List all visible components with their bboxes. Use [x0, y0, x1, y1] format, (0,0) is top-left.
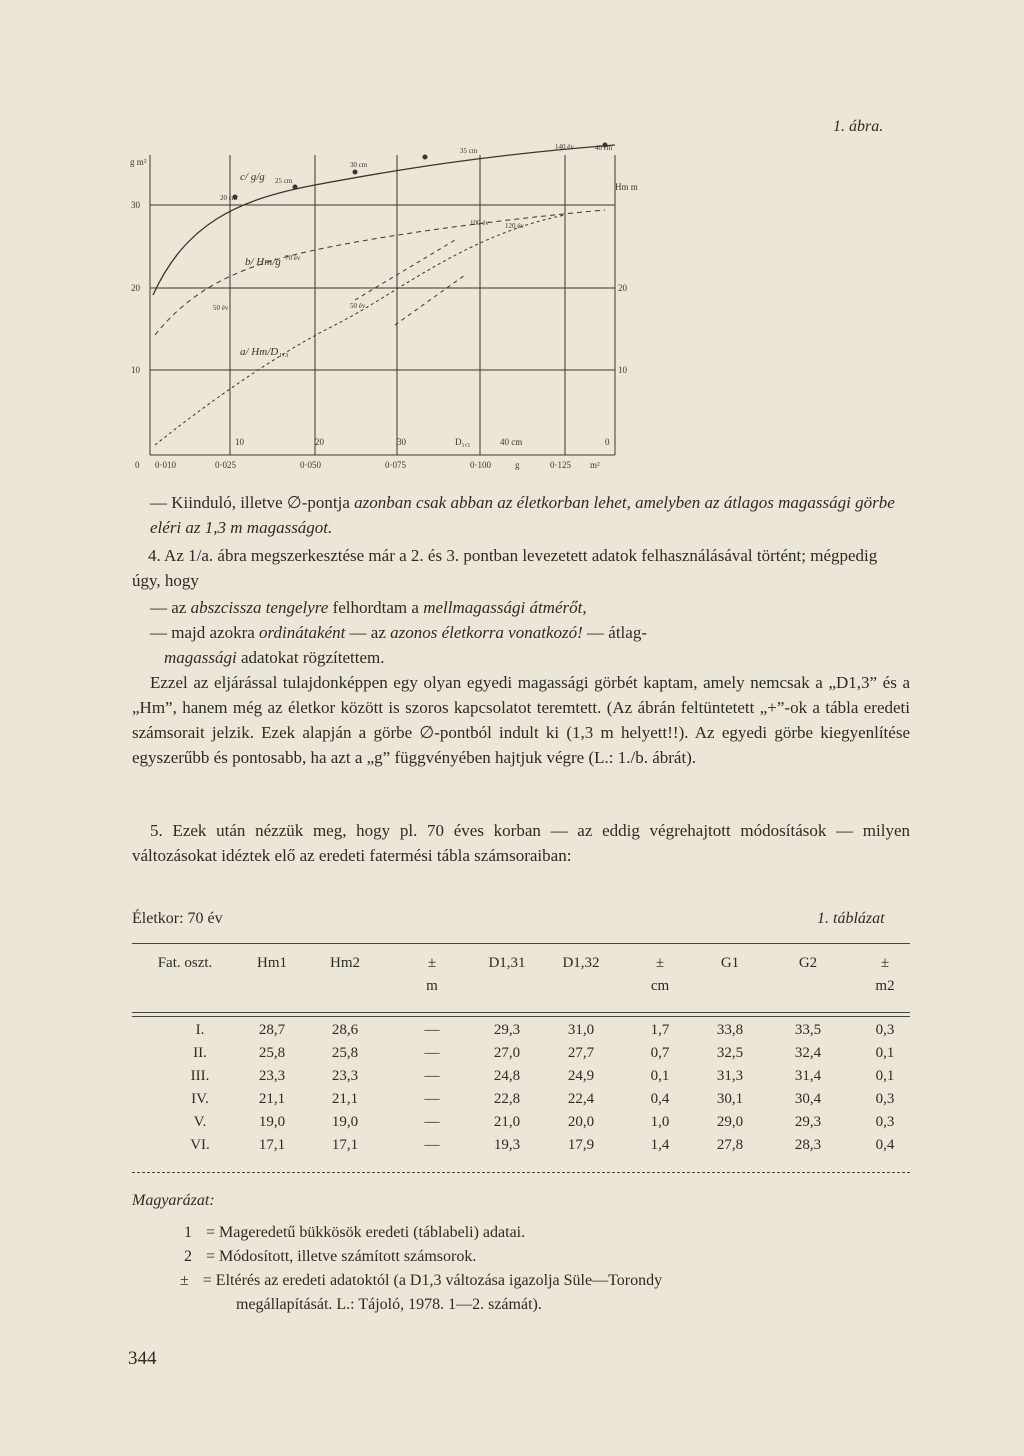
table-cell: 20,0 — [567, 1114, 595, 1130]
table-cell: 1,7 — [650, 1022, 670, 1038]
table-top-rule — [132, 943, 910, 944]
table-cell: 27,7 — [567, 1045, 595, 1061]
y-left-tick-20: 20 — [131, 283, 140, 293]
x-bottom-tick-3: 0·050 — [300, 460, 321, 470]
table-cell: 29,3 — [493, 1022, 521, 1038]
y-right-tick-20: 20 — [618, 283, 627, 293]
table-cell: 21,1 — [331, 1091, 359, 1107]
table-cell: 32,4 — [794, 1045, 822, 1061]
table-cell: 17,1 — [331, 1137, 359, 1153]
table-unit-9: m2 — [875, 978, 895, 994]
table-cell: 1,4 — [650, 1137, 670, 1153]
legend-sym-2: 2 — [184, 1248, 192, 1265]
figure-caption: 1. ábra. — [833, 118, 884, 135]
table-cell: 22,4 — [567, 1091, 595, 1107]
paragraph-1 — [150, 490, 910, 540]
point-label-5: 70 év — [285, 254, 301, 262]
legend-sym-3: ± — [180, 1272, 189, 1289]
table-cell: 32,5 — [716, 1045, 744, 1061]
page-number: 344 — [128, 1348, 157, 1369]
paragraph-2: 4. Az 1/a. ábra megszerkesztése már a 2. és 3. pontban levezetett adatok felhasználásával történt; mégpedig úgy, hogy — [132, 546, 878, 590]
figure-1-graph — [125, 125, 685, 475]
table-cell: 30,4 — [794, 1091, 822, 1107]
table-cell: III. — [190, 1068, 210, 1084]
table-cell: 19,3 — [493, 1137, 521, 1153]
table-cell: 31,4 — [794, 1068, 822, 1084]
legend-text-3: = Eltérés az eredeti adatoktól (a D1,3 változása igazolja Süle—Torondy — [202, 1272, 663, 1289]
table-cell: IV. — [191, 1091, 209, 1107]
table-cell: 0,1 — [650, 1068, 670, 1084]
p3-d: mellmagassági átmérőt, — [423, 598, 587, 617]
point-label-8: 120 év — [505, 222, 524, 230]
table-cell: 23,3 — [331, 1068, 359, 1084]
table-header-8: G2 — [798, 955, 818, 971]
paragraph-1-b: azonban csak abban az életkorban lehet, amelyben az átlagos magassági görbe eléri az 1,3 m magasságot. — [150, 493, 895, 537]
table-cell: 23,3 — [258, 1068, 286, 1084]
x-bottom-tick-0: 0 — [135, 460, 140, 470]
y-left-tick-30: 30 — [131, 200, 140, 210]
x-bottom-tick-6: g — [515, 460, 520, 470]
p3-b: abszcissza tengelyre — [190, 598, 329, 617]
table-header-2: Hm2 — [330, 955, 360, 971]
point-label-9: 50 év — [213, 304, 229, 312]
table-cell: 28,6 — [331, 1022, 359, 1038]
table-cell: — — [424, 1022, 440, 1038]
table-cell: 25,8 — [331, 1045, 359, 1061]
x-top-tick-3: D₁,₃ — [455, 437, 471, 447]
p4-d: azonos életkorra vonatkozó! — [390, 623, 583, 642]
table-cell: 29,0 — [716, 1114, 744, 1130]
x-top-tick-0: 10 — [235, 437, 244, 447]
paragraph-5: Ezzel az eljárással tulajdonképpen egy olyan egyedi magassági görbét kaptam, amely nemcsak a „D1,3” és a „Hm”, hanem még az életkor között is szoros kapcsolatot teremtett. (Az ábrán feltüntetett „+”-ok a tábla eredeti számsorait jelzik. Ezek alapján a görbe ∅-pontból indult ki (1,3 m helyett!!). Az egyedi görbe kiegyenlítése egyszerűbb és pontosabb, ha azt a „g” függvényében hajtjuk végre (L.: 1./b. ábrát). — [132, 673, 910, 767]
paragraph-3 — [150, 595, 910, 620]
table-header-7: G1 — [720, 955, 740, 971]
table-cell: — — [424, 1114, 440, 1130]
paragraph-4 — [150, 620, 910, 670]
table-cell: 21,0 — [493, 1114, 521, 1130]
p4-f: magassági — [164, 648, 237, 667]
table-cell: 29,3 — [794, 1114, 822, 1130]
table-header-0: Fat. oszt. — [157, 955, 213, 971]
table-unit-6: cm — [650, 978, 670, 994]
table-header-4: D1,31 — [488, 955, 526, 971]
paragraph-1-a: — Kiinduló, illetve ∅-pontja — [150, 493, 350, 512]
point-label-2: 30 cm — [350, 161, 368, 169]
x-bottom-tick-1: 0·010 — [155, 460, 176, 470]
point-label-3: 35 cm — [460, 147, 478, 155]
table-cell: — — [424, 1068, 440, 1084]
legend-row-3 — [180, 1272, 915, 1290]
table-cell: — — [424, 1137, 440, 1153]
legend-row-1 — [184, 1224, 525, 1242]
figure-1 — [125, 125, 685, 475]
curve-label-b: b/ Hm/g — [245, 256, 281, 268]
table-cell: 0,4 — [650, 1091, 670, 1107]
x-top-tick-2: 30 — [397, 437, 406, 447]
x-top-tick-5: 0 — [605, 437, 610, 447]
paragraph-6: 5. Ezek után nézzük meg, hogy pl. 70 éves korban — az eddig végrehajtott módosítások — milyen változásokat idéztek elő az eredeti fatermési tábla számsoraiban: — [132, 821, 910, 865]
table-cell: 17,1 — [258, 1137, 286, 1153]
legend-text-2: = Módosított, illetve számított számsorok. — [206, 1248, 477, 1265]
p4-g: adatokat rögzítettem. — [240, 648, 385, 667]
table-cell: 22,8 — [493, 1091, 521, 1107]
x-top-tick-4: 40 cm — [500, 437, 523, 447]
x-bottom-tick-4: 0·075 — [385, 460, 406, 470]
table-cell: 24,8 — [493, 1068, 521, 1084]
table-cell: 30,1 — [716, 1091, 744, 1107]
x-bottom-tick-2: 0·025 — [215, 460, 236, 470]
table-cell: 31,0 — [567, 1022, 595, 1038]
x-bottom-tick-7: 0·125 — [550, 460, 571, 470]
table-cell: 21,1 — [258, 1091, 286, 1107]
curve-label-a: a/ Hm/D₁,₃ — [240, 346, 289, 358]
table-left-title: Életkor: 70 év — [132, 910, 223, 927]
table-cell: VI. — [190, 1137, 210, 1153]
legend-text-1: = Mageredetű bükkösök eredeti (táblabeli) adatai. — [206, 1224, 526, 1241]
p4-e: — átlag- — [587, 623, 647, 642]
y-right-tick-10: 10 — [618, 365, 627, 375]
table-header-9: ± — [880, 955, 890, 971]
table-cell: 0,3 — [875, 1114, 895, 1130]
table-cell: 0,3 — [875, 1022, 895, 1038]
legend-sym-1: 1 — [184, 1224, 192, 1241]
table-cell: 19,0 — [331, 1114, 359, 1130]
table-header-rule — [132, 1012, 910, 1013]
table-cell: — — [424, 1045, 440, 1061]
table-cell: — — [424, 1091, 440, 1107]
table-cell: 0,1 — [875, 1045, 895, 1061]
table-cell: 19,0 — [258, 1114, 286, 1130]
table-cell: 33,5 — [794, 1022, 822, 1038]
x-bottom-tick-8: m² — [590, 460, 600, 470]
point-label-7: 140 év — [555, 143, 574, 151]
table-cell: 27,0 — [493, 1045, 521, 1061]
table-header-rule-2 — [132, 1016, 910, 1017]
point-label-10: 50 év — [350, 302, 366, 310]
table-cell: 25,8 — [258, 1045, 286, 1061]
table-cell: 0,7 — [650, 1045, 670, 1061]
legend-row-2 — [184, 1248, 476, 1266]
table-cell: 0,1 — [875, 1068, 895, 1084]
table-cell: 17,9 — [567, 1137, 595, 1153]
table-cell: II. — [193, 1045, 207, 1061]
p4-a: — majd azokra — [150, 623, 255, 642]
table-cell: 28,3 — [794, 1137, 822, 1153]
x-top-tick-1: 20 — [315, 437, 324, 447]
table-cell: 24,9 — [567, 1068, 595, 1084]
p4-c: — az — [349, 623, 386, 642]
table-unit-3: m — [426, 978, 438, 994]
y-left-title: g m² — [130, 157, 147, 167]
point-label-0: 20 cm — [220, 194, 238, 202]
table-cell: 1,0 — [650, 1114, 670, 1130]
y-left-tick-10: 10 — [131, 365, 140, 375]
table-cell: 0,3 — [875, 1091, 895, 1107]
point-label-6: 100 év — [470, 219, 489, 227]
legend-row-3b: megállapítását. L.: Tájoló, 1978. 1—2. számát). — [236, 1296, 542, 1313]
p4-b: ordinátaként — [259, 623, 346, 642]
table-right-title: 1. táblázat — [817, 910, 885, 927]
table-cell: I. — [195, 1022, 205, 1038]
y-right-title: Hm m — [615, 182, 638, 192]
table-header-5: D1,32 — [562, 955, 600, 971]
table-cell: 33,8 — [716, 1022, 744, 1038]
table-header-6: ± — [655, 955, 665, 971]
point-label-1: 25 cm — [275, 177, 293, 185]
p3-c: felhordtam a — [332, 598, 419, 617]
table-cell: 0,4 — [875, 1137, 895, 1153]
table-cell: 28,7 — [258, 1022, 286, 1038]
x-bottom-tick-5: 0·100 — [470, 460, 491, 470]
table-bottom-rule — [132, 1172, 910, 1173]
p3-a: — az — [150, 598, 187, 617]
table-cell: 31,3 — [716, 1068, 744, 1084]
curve-label-c: c/ g/g — [240, 171, 265, 183]
table-cell: V. — [193, 1114, 207, 1130]
legend-title: Magyarázat: — [132, 1192, 215, 1209]
table-cell: 27,8 — [716, 1137, 744, 1153]
table-header-3: ± — [427, 955, 437, 971]
point-label-4: 40 cm — [595, 144, 613, 152]
table-header-1: Hm1 — [257, 955, 287, 971]
